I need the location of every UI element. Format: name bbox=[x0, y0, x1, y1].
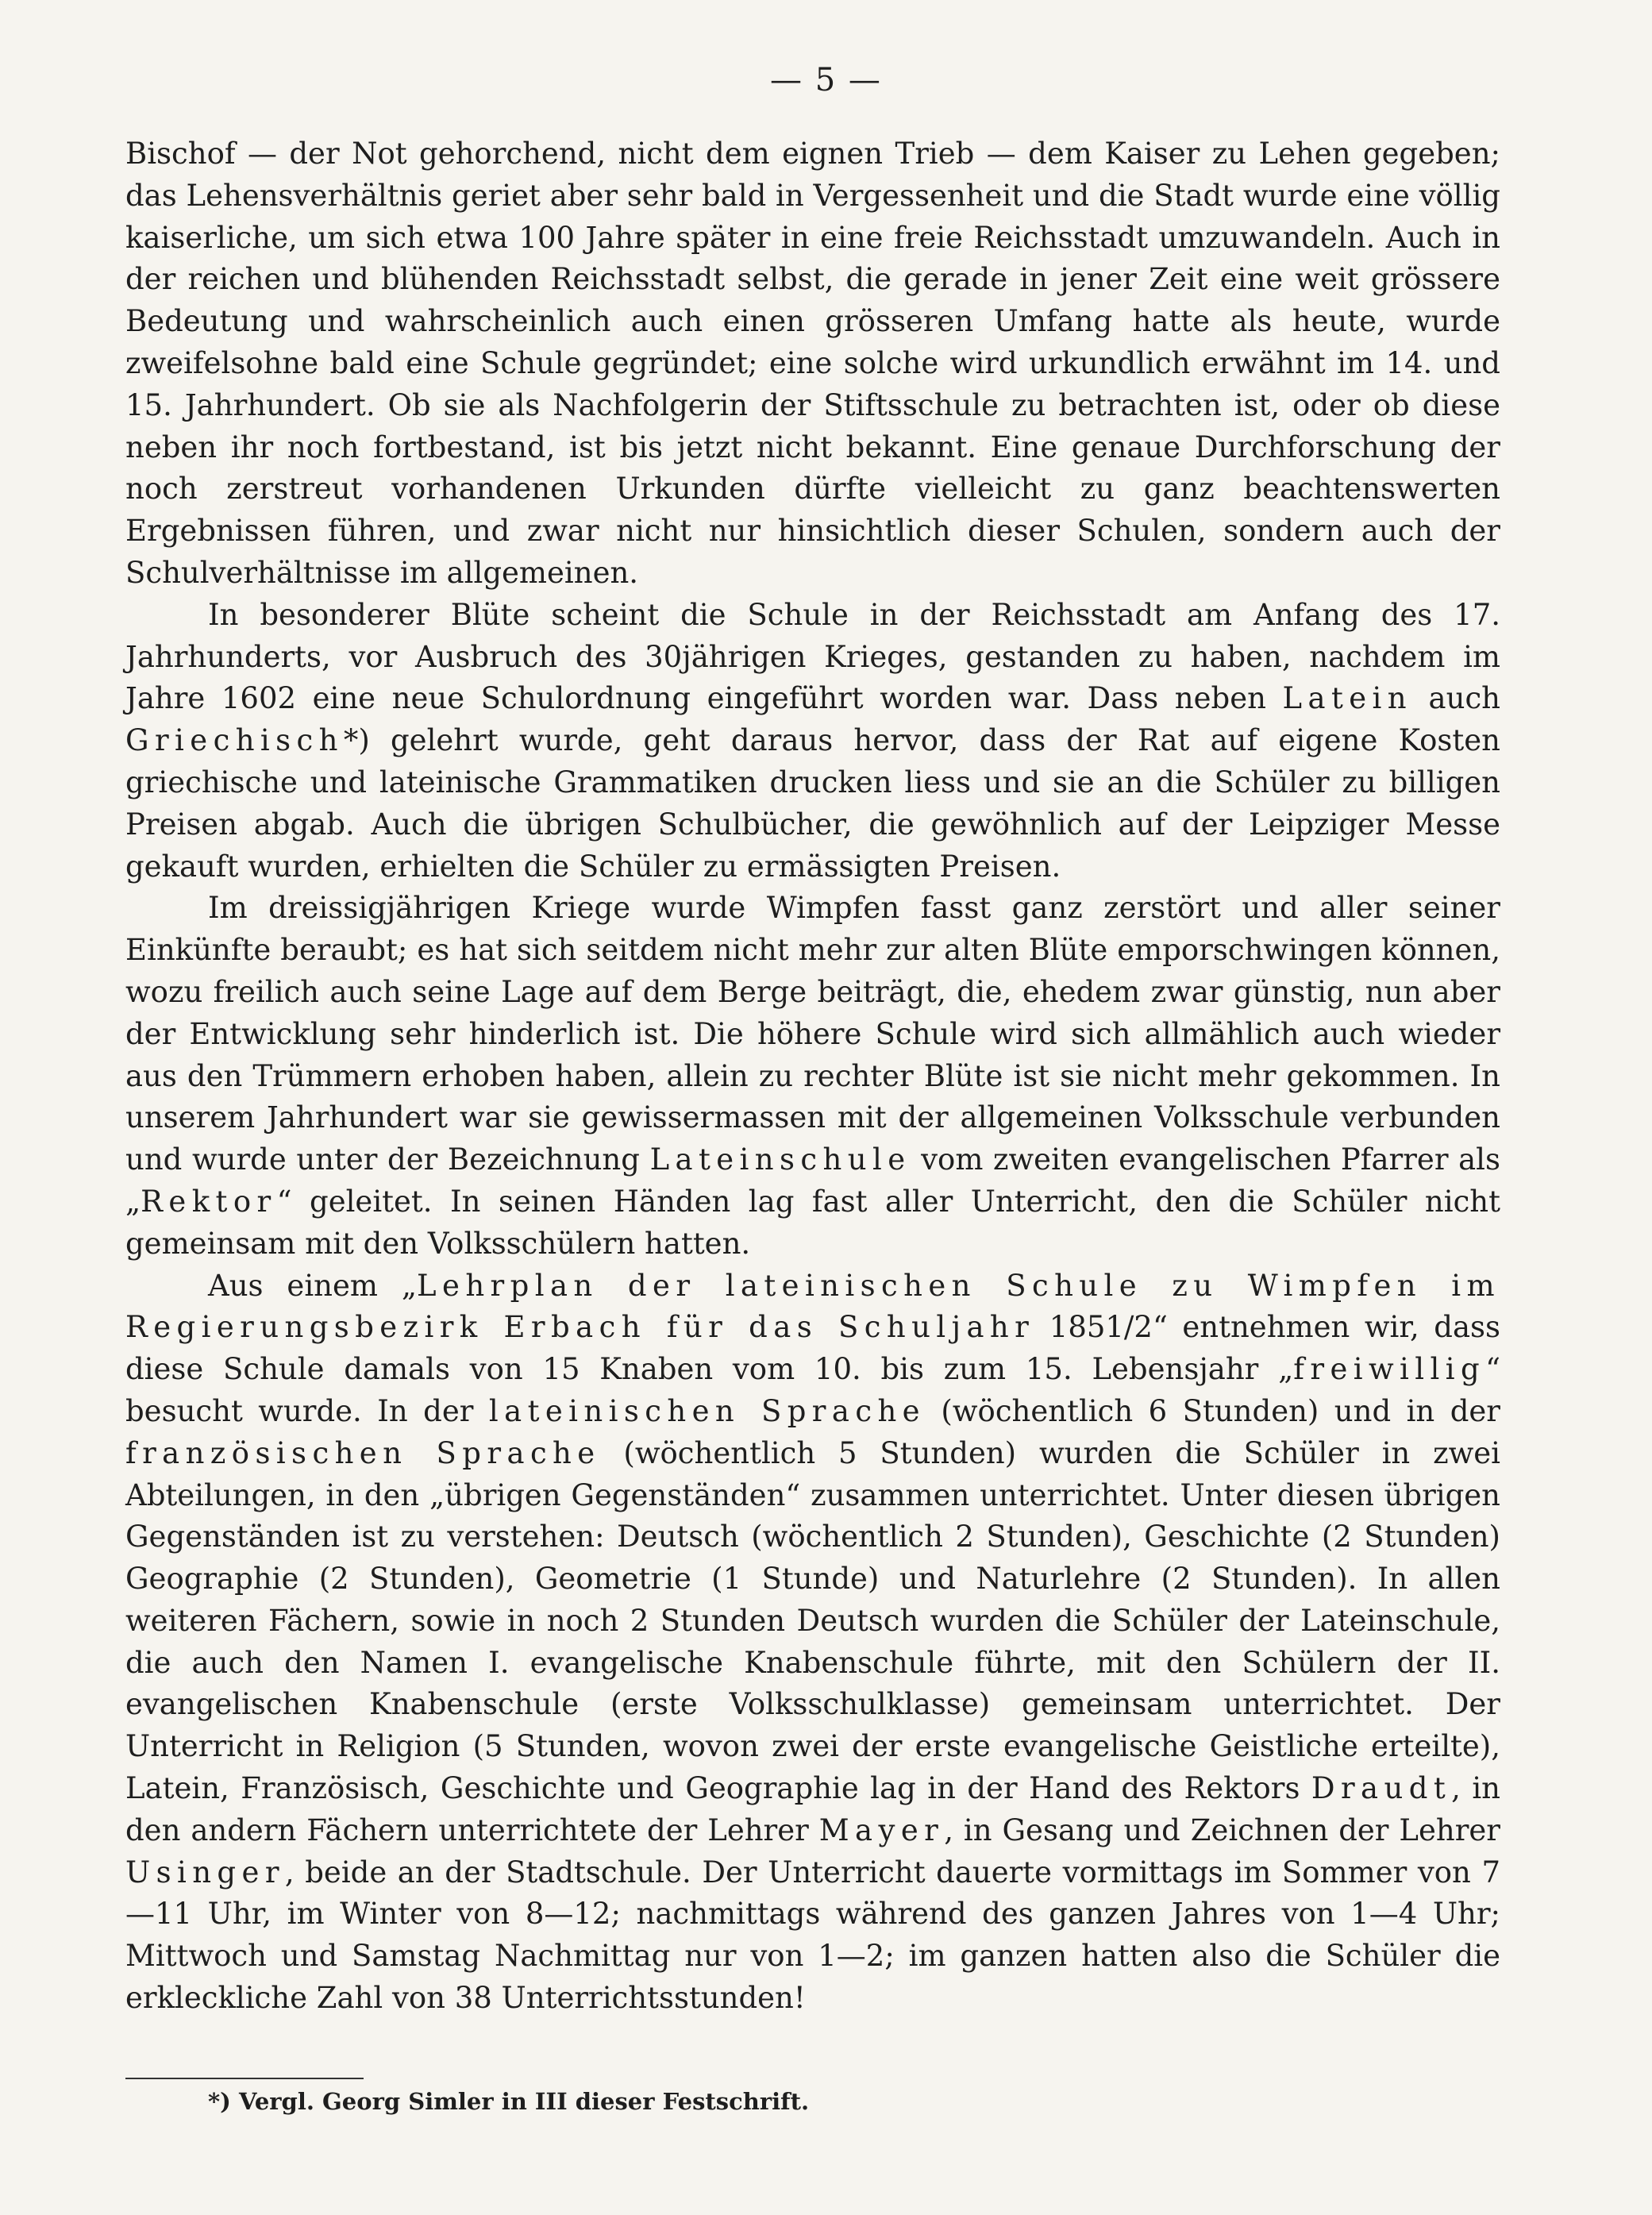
spaced-word-freiwillig: freiwillig bbox=[1293, 1352, 1486, 1387]
spaced-title-lehrplan: Lehrplan der lateinischen Schule zu Wimpfen im Regierungsbezirk Erbach für das Schuljahr bbox=[125, 1268, 1500, 1345]
spaced-name-usinger: Usinger bbox=[125, 1855, 285, 1889]
spaced-name-mayer: Mayer bbox=[818, 1812, 945, 1847]
page-number: — 5 — bbox=[770, 62, 882, 98]
spaced-word-latein: Latein bbox=[1282, 681, 1412, 716]
spaced-word-franzoesische-sprache: französischen Sprache bbox=[125, 1435, 601, 1470]
body-text bbox=[125, 133, 1500, 2020]
spaced-name-draudt: Draudt bbox=[1311, 1771, 1452, 1806]
spaced-word-lateinschule: Lateinschule bbox=[649, 1142, 911, 1177]
spaced-word-griechisch: Griechisch bbox=[125, 723, 344, 758]
spaced-word-lateinische-sprache: lateinischen Sprache bbox=[488, 1393, 926, 1428]
spaced-word-rektor: Rektor bbox=[141, 1184, 277, 1219]
footnote-divider bbox=[125, 2078, 364, 2079]
paragraph-4: Aus einem „Lehrplan der lateinischen Schule zu Wimpfen im Regierungsbezirk Erbach für das Schuljahr 1851/2“ entnehmen wir, dass diese Schule damals von 15 Knaben vom 10. bis zum 15. Lebensjahr „freiwillig“ besucht wurde. In der lateinischen Sprache (wöchentlich 6 Stunden) und in der französischen Sprache (wöchentlich 5 Stunden) wurden die Schüler in zwei Abteilungen, in den „übrigen Gegenständen“ zusammen unterrichtet. Unter diesen übrigen Gegenständen ist zu verstehen: Deutsch (wöchentlich 2 Stunden), Geschichte (2 Stunden) Geographie (2 Stunden), Geometrie (1 Stunde) und Naturlehre (2 Stunden). In allen weiteren Fächern, sowie in noch 2 Stunden Deutsch wurden die Schüler der Lateinschule, die auch den Namen I. evangelische Knabenschule führte, mit den Schülern der II. evangelischen Knabenschule (erste Volksschulklasse) gemeinsam unterrichtet. Der Unterricht in Religion (5 Stunden, wovon zwei der erste evangelische Geistliche erteilte), Latein, Französisch, Geschichte und Geographie lag in der Hand des Rektors Draudt, in den andern Fächern unterrichtete der Lehrer Mayer, in Gesang und Zeichnen der Lehrer Usinger, beide an der Stadtschule. Der Unterricht dauerte vormittags im Sommer von 7—11 Uhr, im Winter von 8—12; nachmittags während des ganzen Jahres von 1—4 Uhr; Mittwoch und Samstag Nachmittag nur von 1—2; im ganzen hatten also die Schüler die erkleckliche Zahl von 38 Unterrichtsstunden! bbox=[125, 1268, 1501, 2016]
paragraph-3: Im dreissigjährigen Kriege wurde Wimpfen fasst ganz zerstört und aller seiner Einkünfte beraubt; es hat sich seitdem nicht mehr zur alten Blüte emporschwingen können, wozu freilich auch seine Lage auf dem Berge beiträgt, die, ehedem zwar günstig, nun aber der Entwicklung sehr hinderlich ist. Die höhere Schule wird sich allmählich auch wieder aus den Trümmern erhoben haben, allein zu rechter Blüte ist sie nicht mehr gekommen. In unserem Jahrhundert war sie gewissermassen mit der allgemeinen Volksschule verbunden und wurde unter der Bezeichnung Lateinschule vom zweiten evangelischen Pfarrer als „Rektor“ geleitet. In seinen Händen lag fast aller Unterricht, den die Schüler nicht gemeinsam mit den Volksschülern hatten. bbox=[125, 891, 1500, 1261]
paragraph-2: In besonderer Blüte scheint die Schule in der Reichsstadt am Anfang des 17. Jahrhunderts, vor Ausbruch des 30jährigen Krieges, gestanden zu haben, nachdem im Jahre 1602 eine neue Schulordnung eingeführt worden war. Dass neben Latein auch Griechisch*) gelehrt wurde, geht daraus hervor, dass der Rat auf eigene Kosten griechische und lateinische Grammatiken drucken liess und sie an die Schüler zu billigen Preisen abgab. Auch die übrigen Schulbücher, die gewöhnlich auf der Leipziger Messe gekauft wurden, erhielten die Schüler zu ermässigten Preisen. bbox=[125, 597, 1500, 884]
footnote: *) Vergl. Georg Simler in III dieser Festschrift. bbox=[208, 2088, 810, 2115]
paragraph-1: Bischof — der Not gehorchend, nicht dem eignen Trieb — dem Kaiser zu Lehen gegeben; das Lehensverhältnis geriet aber sehr bald in Vergessenheit und die Stadt wurde eine völlig kaiserliche, um sich etwa 100 Jahre später in eine freie Reichsstadt umzuwandeln. Auch in der reichen und blühenden Reichsstadt selbst, die gerade in jener Zeit eine weit grössere Bedeutung und wahrscheinlich auch einen grösseren Umfang hatte als heute, wurde zweifelsohne bald eine Schule gegründet; eine solche wird urkundlich erwähnt im 14. und 15. Jahrhundert. Ob sie als Nachfolgerin der Stiftsschule zu betrachten ist, oder ob diese neben ihr noch fortbestand, ist bis jetzt nicht bekannt. Eine genaue Durchforschung der noch zerstreut vorhandenen Urkunden dürfte vielleicht zu ganz beachtenswerten Ergebnissen führen, und zwar nicht nur hinsichtlich dieser Schulen, sondern auch der Schulverhältnisse im allgemeinen. bbox=[125, 137, 1500, 590]
